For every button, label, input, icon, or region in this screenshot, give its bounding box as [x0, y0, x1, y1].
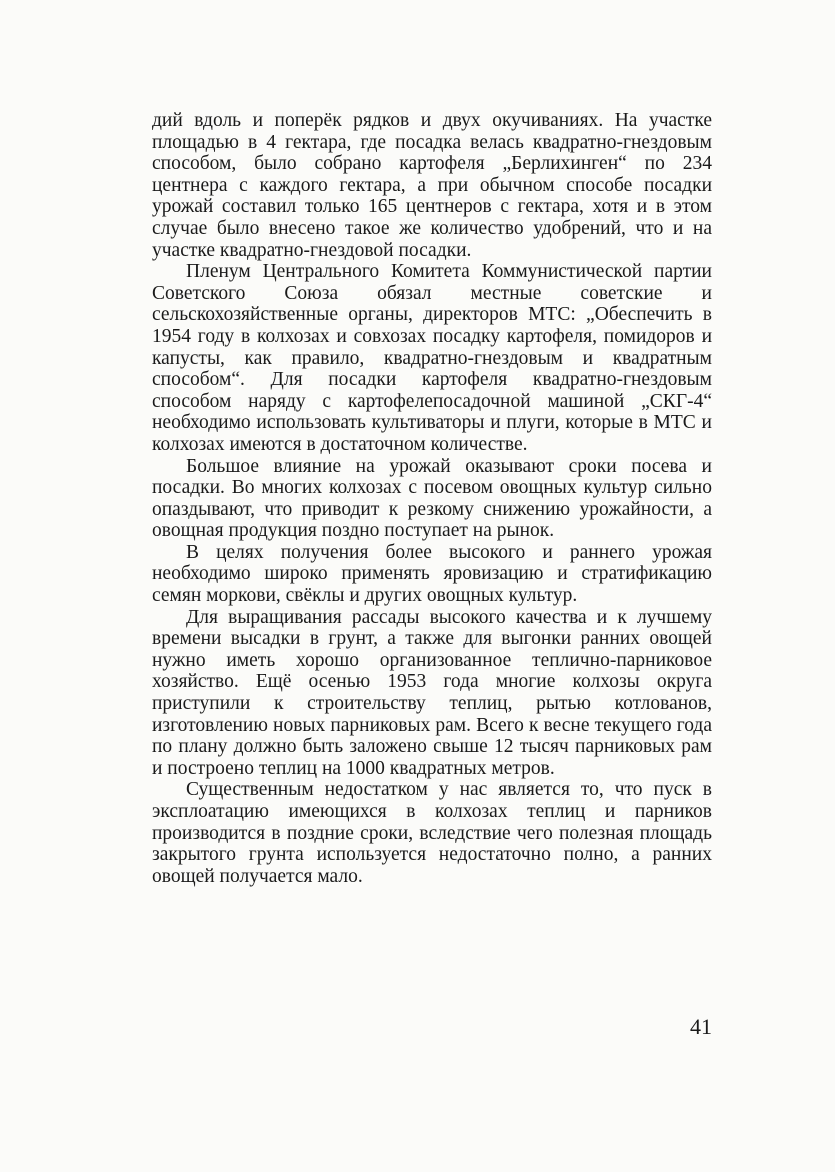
paragraph-vernalization: В целях получения более высокого и раннего урожая необходимо широко применять яровизацию и стратификацию семян моркови, свёклы и других овощных культур. — [152, 541, 712, 607]
paragraph-plenum: Пленум Центрального Комитета Коммунистической партии Советского Союза обязал местные советские и сельскохозяйственные органы, директоров МТС: „Обеспечить в 1954 году в колхозах и совхозах посадку картофеля, помидоров и капусты, как правило, квадратно-гнездовым и квадратным способом“. Для посадки картофеля квадратно-гнездовым способом наряду с картофелепосадочной машиной „СКГ-4“ необходимо использовать культиваторы и плуги, которые в МТС и колхозах имеются в достаточном количестве. — [152, 261, 712, 455]
body-text — [152, 110, 712, 887]
page-number: 41 — [690, 1014, 712, 1039]
paragraph-sowing-dates: Большое влияние на урожай оказывают сроки посева и посадки. Во многих колхозах с посевом овощных культур сильно опаздывают, что приводит к резкому снижению урожайности, а овощная продукция поздно поступает на рынок. — [152, 455, 712, 542]
paragraph-greenhouses: Для выращивания рассады высокого качества и к лучшему времени высадки в грунт, а также для выгонки ранних овощей нужно иметь хорошо организованное теплично-парниковое хозяйство. Ещё осенью 1953 года многие колхозы округа приступили к строительству теплиц, рытью котлованов, изготовлению новых парниковых рам. Всего к весне текущего года по плану должно быть заложено свыше 12 тысяч парниковых рам и построено теплиц на 1000 квадратных метров. — [152, 606, 712, 779]
paragraph-shortcoming: Существенным недостатком у нас является то, что пуск в эксплоатацию имеющихся в колхозах теплиц и парников производится в поздние сроки, вследствие чего полезная площадь закрытого грунта используется недостаточно полно, а ранних овощей получается мало. — [152, 779, 712, 887]
paragraph-continuation: дий вдоль и поперёк рядков и двух окучиваниях. На участке площадью в 4 гектара, где посадка велась квадратно-гнездовым способом, было собрано картофеля „Берлихинген“ по 234 центнера с каждого гектара, а при обычном способе посадки урожай составил только 165 центнеров с гектара, хотя и в этом случае было внесено такое же количество удобрений, что и на участке квадратно-гнездовой посадки. — [152, 110, 712, 261]
